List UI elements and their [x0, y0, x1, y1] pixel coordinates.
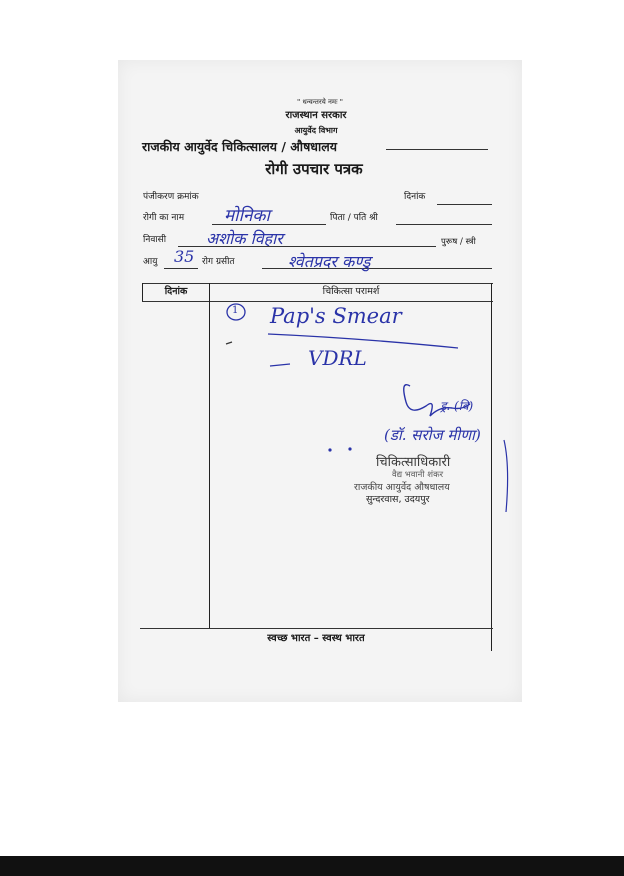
- date-line: [437, 204, 492, 205]
- scanner-edge: [0, 856, 624, 876]
- disease-label: रोग ग्रसीत: [202, 257, 235, 267]
- institution-title: राजकीय आयुर्वेद चिकित्सालय / औषधालय: [142, 139, 337, 154]
- government-title: राजस्थान सरकार: [285, 110, 347, 121]
- form-title: रोगी उपचार पत्रक: [265, 160, 363, 178]
- father-husband-label: पिता / पति श्री: [330, 213, 378, 223]
- age-label: आयु: [143, 257, 158, 267]
- footer-slogan: स्वच्छ भारत – स्वस्थ भारत: [267, 633, 365, 644]
- table-left-border: [142, 283, 143, 301]
- address-value: अशोक विहार: [206, 229, 283, 248]
- signer-name: (डॉ. सरोज मीणा): [384, 426, 481, 444]
- institution-underline: [386, 149, 488, 150]
- ink-dots: [324, 444, 364, 454]
- date-label: दिनांक: [404, 192, 426, 202]
- department-title: आयुर्वेद विभाग: [294, 126, 338, 135]
- age-line: [164, 268, 198, 269]
- table-top-border: [142, 283, 493, 284]
- stamp-title: चिकित्साधिकारी: [376, 455, 451, 470]
- gender-label: पुरूष / स्त्री: [441, 237, 476, 247]
- table-header-border: [142, 301, 493, 302]
- item-number: 1: [232, 305, 239, 316]
- invocation: " धन्वन्तरये नमः ": [297, 98, 343, 106]
- note-strokes: [218, 328, 468, 378]
- signature-text: ड्र. (वि): [440, 399, 474, 413]
- table-right-border: [491, 283, 492, 651]
- margin-marks: [496, 436, 516, 516]
- stamp-place: सुन्दरवास, उदयपुर: [366, 494, 430, 505]
- father-husband-line: [396, 224, 492, 225]
- registration-label: पंजीकरण क्रमांक: [143, 192, 199, 202]
- note-line-2: VDRL: [308, 346, 367, 370]
- patient-name-value: मोनिका: [224, 206, 270, 226]
- patient-name-label: रोगी का नाम: [143, 213, 185, 223]
- table-column-divider: [209, 283, 210, 628]
- stamp-name: वैद्य भवानी शंकर: [392, 470, 444, 480]
- address-label: निवासी: [143, 235, 167, 245]
- col-date-header: दिनांक: [164, 286, 188, 297]
- disease-value: श्वेतप्रदर कण्डु: [288, 252, 371, 271]
- age-value: 35: [174, 247, 195, 266]
- table-bottom-border: [140, 628, 493, 629]
- stamp-institution: राजकीय आयुर्वेद औषधालय: [354, 482, 450, 493]
- note-line-1: Pap's Smear: [270, 304, 402, 328]
- col-advice-header: चिकित्सा परामर्श: [322, 286, 380, 297]
